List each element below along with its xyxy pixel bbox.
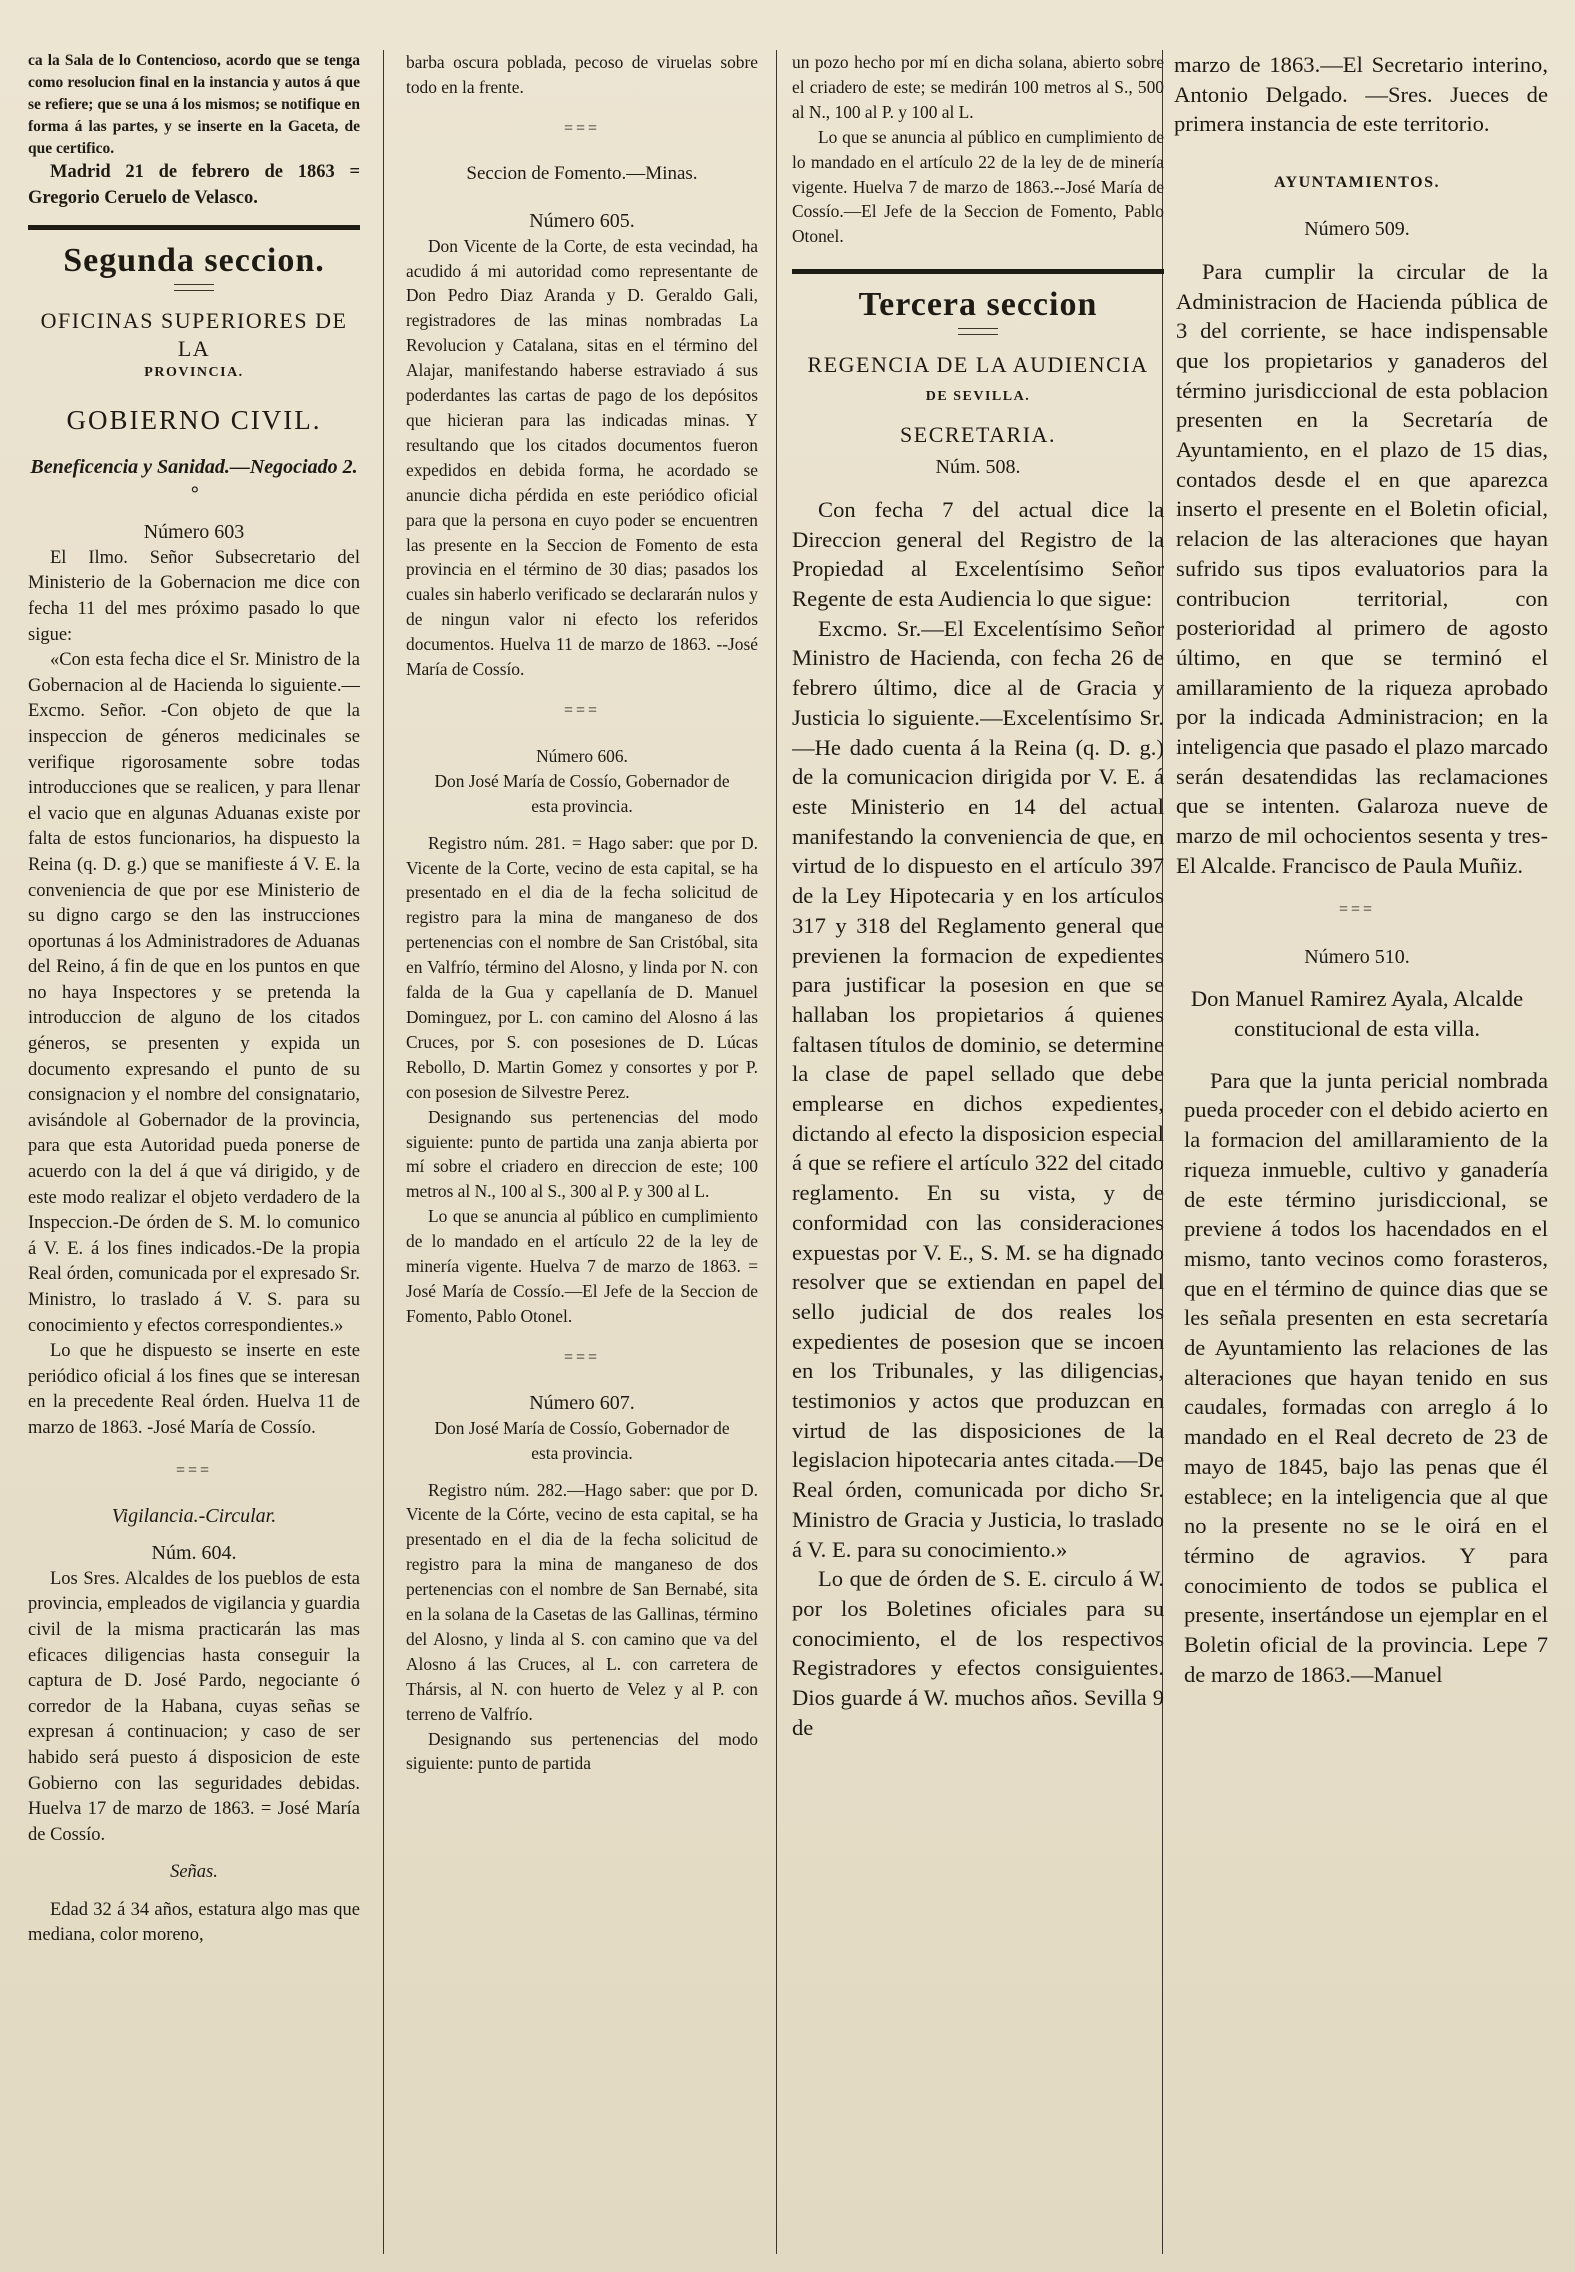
column-divider [383, 50, 384, 2254]
continued-paragraph: ca la Sala de lo Contencioso, acordo que se tenga como resolucion final en la instancia y autos á que se refiere; que se una á los mismos; se notifique en forma á las partes, y se inserte en la Gaceta, de que certifico. [28, 52, 360, 157]
notice-paragraph: Registro núm. 281. = Hago saber: que por D. Vicente de la Corte, vecino de esta capital, se ha presentado en el dia de la fecha solicitud de registro para la mina de manganeso de dos pertenencias con el nombre de San Cristóbal, sita en Valfrío, término del Alosno, y linda por N. con falda de la Gua y capellanía de D. Manuel Dominguez, por L. con camino del Alosno á las Cruces, por S. con posesiones de D. Lúcas Rebollo, D. Martin Gomez y consortes y por P. con posesion de Silvestre Perez. [406, 832, 758, 1102]
column-3 [792, 50, 1164, 2254]
double-rule [958, 328, 998, 335]
notice-paragraph: Para que la junta pericial nombrada pueda proceder con el debido acierto en la formacion del amillaramiento de la riqueza inmueble, cultivo y ganadería de este término jurisdiccional, se previene á todos los hacendados en el mismo, tanto vecinos como forasteros, que en el término de quince dias que se les señala presenten en esta secretaría de Ayuntamiento las relaciones de las alteraciones que hayan tenido en sus caudales, formadas con arreglo á lo mandado en el Real decreto de 23 de mayo de 1845, bajo las penas que él establece; en la inteligencia que al que no la presente no se le oirá en el término de agravios. Y para conocimiento de todos se publica el presente, insertándose un ejemplar en el Boletin oficial de la provincia. Lepe 7 de marzo de 1863.—Manuel [1184, 1067, 1548, 1687]
section-title: Segunda seccion. [63, 242, 325, 280]
notice-paragraph: Registro núm. 282.—Hago saber: que por D. Vicente de la Córte, vecino de esta capital, se ha presentado en el dia de la fecha solicitud de registro para la mina de manganeso de dos pertenencias con el nombre de San Bernabé, sita en la solana de la Casetas de las Gallinas, término del Alosno, y linda al S. con camino que va del Alosno á las Cruces, al L. con carretera de Thársis, al N. con huerto de Velez y al P. con terreno de Valfrío. [406, 1479, 758, 1724]
section-title: Tercera seccion [858, 286, 1098, 324]
notice-header: Don José María de Cossío, Gobernador de esta provincia. [434, 770, 730, 816]
column-4 [1166, 50, 1548, 2254]
notice-number: Núm. 508. [935, 456, 1021, 479]
notice-number: Número 509. [1304, 218, 1410, 241]
notice-paragraph: El Ilmo. Señor Subsecretario del Ministerio de la Gobernacion me dice con fecha 11 del mes próximo pasado lo que sigue: [28, 547, 360, 645]
separator: === [563, 1348, 601, 1366]
notice-paragraph: Lo que de órden de S. E. circulo á W. por los Boletines oficiales para su conocimiento, el de los respectivos Registradores y efectos consiguientes. Dios guarde á W. muchos años. Sevilla 9 de [792, 1566, 1164, 1740]
date-signature: Madrid 21 de febrero de 1863 = Gregorio Ceruelo de Velasco. [28, 162, 360, 208]
regencia-subheading: DE SEVILLA. [925, 389, 1031, 405]
notice-header: Don José María de Cossío, Gobernador de esta provincia. [434, 1417, 730, 1463]
separator: === [1338, 900, 1376, 918]
senas-heading: Señas. [170, 1862, 218, 1883]
notice-number: Número 607. [529, 1391, 635, 1414]
notice-number: Número 603 [143, 521, 245, 544]
notice-paragraph: Los Sres. Alcaldes de los pueblos de esta provincia, empleados de vigilancia y guardia civil de la misma practicarán las mas eficaces diligencias hasta conseguir la captura de D. José Pardo, negociante ó corredor de la Habana, cuyas señas se expresan á continuacion; y caso de ser habido será puesto á disposicion de este Gobierno con las seguridades debidas. Huelva 17 de marzo de 1863. = José María de Cossío. [28, 1568, 360, 1845]
notice-header: Don Manuel Ramirez Ayala, Alcalde constitucional de esta villa. [1190, 986, 1524, 1041]
regencia-heading: REGENCIA DE LA AUDIENCIA [807, 352, 1149, 378]
continued-paragraph: barba oscura poblada, pecoso de viruelas sobre todo en la frente. [406, 52, 758, 97]
ayuntamientos-heading: AYUNTAMIENTOS. [1273, 174, 1441, 192]
separator: === [563, 119, 601, 137]
separator: === [563, 701, 601, 719]
continued-paragraph: marzo de 1863.—El Secretario interino, Antonio Delgado. —Sres. Jueces de primera instancia de este territorio. [1174, 52, 1548, 137]
notice-number: Número 606. [536, 745, 628, 766]
notice-number: Número 605. [529, 209, 635, 232]
notice-paragraph: Don Vicente de la Corte, de esta vecindad, ha acudido á mi autoridad como representante de Don Pedro Diaz Aranda y D. Geraldo Gali, registradores de las minas nombradas La Revolucion y Catalana, sitas en el término del Alajar, manifestando haberse estraviado á sus poderdantes las cartas de pago de los depósitos que hicieran para las indicadas minas. Y resultando que los citados documentos fueron expedidos en debida forma, he acordado se anuncie dicha pérdida en este periódico oficial para que la persona en cuyo poder se encuentren las presente en la Seccion de Fomento de esta provincia en el término de 30 dias; pasados los cuales sin haberlo verificado se declararán nulos y de ningun valor ni efecto los referidos documentos. Huelva 11 de marzo de 1863. --José María de Cossío. [406, 235, 758, 680]
notice-paragraph: Designando sus pertenencias del modo siguiente: punto de partida [406, 1728, 758, 1774]
section-rule [792, 269, 1164, 274]
notice-paragraph: «Con esta fecha dice el Sr. Ministro de la Gobernacion al de Hacienda lo siguiente.—Excmo. Señor. -Con objeto de que la inspeccion de géneros medicinales se verifique rigorosamente sobre todas introducciones que se realicen, y para llenar el vacio que en algunas Aduanas existe por falta de estos funcionarios, ha dispuesto la Reina (q. D. g.) que se manifieste á V. E. la conveniencia de que por ese Ministerio de su digno cargo se den las instrucciones oportunas á los Administradores de Aduanas del Reino, á fin de que en los puntos en que no haya Inspectores y se pretenda la introduccion de alguno de los citados géneros, se presenten y expida un documento expresando el punto de su consignacion y el nombre del consignatario, avisándole al Gobernador de la provincia, para que esta Autoridad pueda ponerse de acuerdo con la del á que vá dirigido, y de este modo realizar el objeto verdadero de la Inspeccion.-De órden de S. M. lo comunico á V. E. á los fines indicados.-De la propia Real órden, comunicada por el expresado Sr. Ministro, lo traslado á V. S. para su conocimiento y efectos correspondientes.» [28, 650, 360, 1336]
notice-number: Núm. 604. [151, 1542, 237, 1565]
notice-paragraph: Para cumplir la circular de la Administracion de Hacienda pública de 3 del corriente, se hace indispensable que los propietarios y ganaderos del término jurisdiccional de esta poblacion presenten en la Secretaría de Ayuntamiento, en el plazo de 15 dias, contados desde el en que aparezca inserto el presente en el Boletin oficial, relacion de las alteraciones que hayan sufrido sus tipos evaluatorios para la contribucion territorial, con posterioridad al primero de agosto último, en que se terminó el amillaramiento de la riqueza aprobado por la indicada Administracion; en la inteligencia que pasado el plazo marcado serán desatendidas las reclamaciones que se intenten. Galaroza nueve de marzo de mil ochocientos sesenta y tres-El Alcalde. Francisco de Paula Muñiz. [1176, 258, 1548, 878]
gobierno-civil-heading: GOBIERNO CIVIL. [66, 405, 322, 436]
continued-paragraph: un pozo hecho por mí en dicha solana, abierto sobre el criadero de este; se medirán 100 metros al S., 500 al N., 100 al P. y 100 al L. [792, 52, 1164, 122]
notice-paragraph: Con fecha 7 del actual dice la Direccion general del Registro de la Propiedad al Excelentísimo Señor Regente de esta Audiencia lo que sigue: [792, 496, 1164, 612]
notice-paragraph: Lo que se anuncia al público en cumplimiento de lo mandado en el artículo 22 de la ley de de minería vigente. Huelva 7 de marzo de 1863.--José María de Cossío.—El Jefe de la Seccion de Fomento, Pablo Otonel. [792, 126, 1164, 247]
column-divider [776, 50, 777, 2254]
notice-number: Número 510. [1304, 945, 1410, 968]
notice-paragraph: Lo que he dispuesto se inserte en este periódico oficial á los fines que se interesan en la precedente Real órden. Huelva 11 de marzo de 1863. -José María de Cossío. [28, 1341, 360, 1438]
offices-subheading: PROVINCIA. [144, 365, 244, 381]
notice-paragraph: Lo que se anuncia al público en cumplimiento de lo mandado en el artículo 22 de la ley de minería vigente. Huelva 7 de marzo de 1863. = José María de Cossío.—El Jefe de la Seccion de Fomento, Pablo Otonel. [406, 1206, 758, 1326]
separator: === [175, 1461, 213, 1479]
column-2 [406, 50, 758, 2254]
negociado-heading: Beneficencia y Sanidad.—Negociado 2.° [30, 456, 358, 506]
double-rule [174, 284, 214, 291]
vigilancia-heading: Vigilancia.-Circular. [111, 1504, 277, 1527]
section-rule [28, 225, 360, 230]
offices-heading: OFICINAS SUPERIORES DE LA [40, 308, 348, 362]
notice-paragraph: Edad 32 á 34 años, estatura algo mas que mediana, color moreno, [28, 1899, 360, 1946]
secretaria-heading: SECRETARIA. [900, 422, 1056, 448]
fomento-heading: Seccion de Fomento.—Minas. [466, 162, 698, 184]
notice-paragraph: Excmo. Sr.—El Excelentísimo Señor Ministro de Hacienda, con fecha 26 de febrero último, dice al de Gracia y Justicia lo siguiente.—Excelentísimo Sr.—He dado cuenta á la Reina (q. D. g.) de la comunicacion dirigida por V. E. á este Ministerio en 14 del actual manifestando la conveniencia de que, en virtud de lo dispuesto en el artículo 397 de la Ley Hipotecaria y en los artículos 317 y 318 del Reglamento general que previenen la formacion de expedientes para justificar la posesion en que se hallaban los propietarios á quienes faltasen títulos de dominio, se determine la clase de papel sellado que debe emplearse en dichos expedientes, dictando al efecto la disposicion especial á que se refiere el artículo 322 del citado reglamento. En su vista, y de conformidad con las consideraciones expuestas por V. E., S. M. se ha dignado resolver que se extiendan en papel del sello judicial de dos reales los expedientes de posesion que se incoen en los Tribunales, y las diligencias, testimonios y actos que produzcan en virtud de las disposiciones de la legislacion hipotecaria antes citada.—De Real órden, comunicada por dicho Sr. Ministro de Gracia y Justicia, lo traslado á V. E. para su conocimiento.» [792, 615, 1164, 1562]
column-1 [28, 50, 360, 2254]
notice-paragraph: Designando sus pertenencias del modo siguiente: punto de partida una zanja abierta por mí sobre el criadero en direccion de este; 100 metros al N., 100 al S., 300 al P. y 300 al L. [406, 1106, 758, 1202]
